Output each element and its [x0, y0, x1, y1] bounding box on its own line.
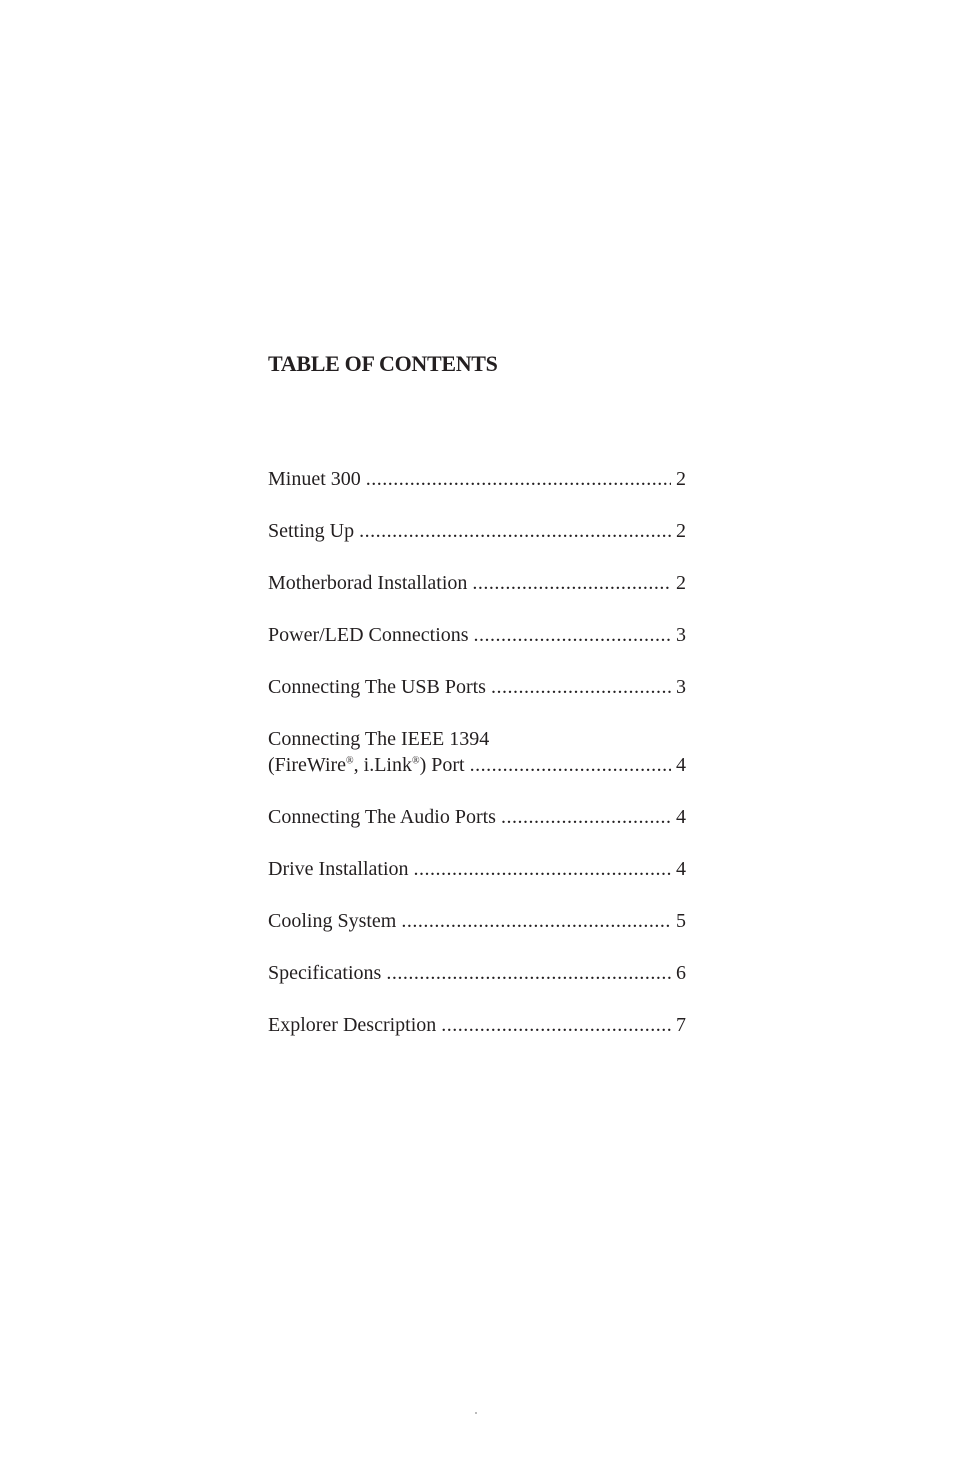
toc-entry-page: 3 — [676, 624, 686, 646]
toc-entry-label: Connecting The Audio Ports — [268, 806, 496, 828]
toc-entry-explorer-description[interactable] — [268, 1012, 686, 1038]
registered-mark: ® — [346, 755, 354, 767]
toc-entry-page: 4 — [676, 858, 686, 880]
toc-list — [268, 466, 686, 1064]
dot-leader — [414, 856, 671, 882]
dot-leader — [366, 466, 671, 492]
toc-entry-minuet-300[interactable] — [268, 466, 686, 492]
dot-leader — [441, 1012, 671, 1038]
toc-entry-ieee-1394-port[interactable] — [268, 726, 686, 778]
registered-mark: ® — [412, 755, 420, 767]
toc-entry-page: 2 — [676, 468, 686, 490]
toc-entry-label: Cooling System — [268, 910, 397, 932]
dot-leader — [491, 674, 671, 700]
toc-entry-page: 2 — [676, 520, 686, 542]
dot-leader — [470, 752, 671, 778]
toc-entry-page: 5 — [676, 910, 686, 932]
dot-leader — [474, 622, 671, 648]
toc-entry-label-line2 — [268, 752, 465, 778]
toc-entry-label: Motherborad Installation — [268, 572, 468, 594]
label-part: , i.Link — [353, 754, 412, 776]
toc-entry-label-line1: Connecting The IEEE 1394 — [268, 728, 490, 750]
toc-entry-cooling-system[interactable] — [268, 908, 686, 934]
dot-leader — [359, 518, 671, 544]
toc-entry-specifications[interactable] — [268, 960, 686, 986]
label-part: (FireWire — [268, 754, 347, 776]
footer-mark — [475, 1412, 477, 1414]
dot-leader — [472, 570, 671, 596]
toc-entry-power-led-connections[interactable] — [268, 622, 686, 648]
toc-entry-drive-installation[interactable] — [268, 856, 686, 882]
toc-entry-label: Minuet 300 — [268, 468, 361, 490]
dot-leader — [501, 804, 671, 830]
toc-entry-page: 6 — [676, 962, 686, 984]
toc-entry-label: Specifications — [268, 962, 382, 984]
toc-entry-page: 7 — [676, 1014, 686, 1036]
toc-entry-page: 4 — [676, 754, 686, 776]
label-part: ) Port — [419, 754, 465, 776]
toc-entry-label: Power/LED Connections — [268, 624, 469, 646]
toc-entry-usb-ports[interactable] — [268, 674, 686, 700]
toc-entry-label: Setting Up — [268, 520, 355, 542]
toc-entry-label: Drive Installation — [268, 858, 409, 880]
toc-entry-label: Connecting The USB Ports — [268, 676, 486, 698]
page-title: TABLE OF CONTENTS — [268, 351, 498, 376]
dot-leader — [386, 960, 671, 986]
toc-entry-audio-ports[interactable] — [268, 804, 686, 830]
toc-entry-page: 3 — [676, 676, 686, 698]
dot-leader — [401, 908, 671, 934]
toc-entry-page: 2 — [676, 572, 686, 594]
toc-entry-label: Explorer Description — [268, 1014, 437, 1036]
toc-entry-motherboard-installation[interactable] — [268, 570, 686, 596]
toc-entry-setting-up[interactable] — [268, 518, 686, 544]
toc-entry-page: 4 — [676, 806, 686, 828]
